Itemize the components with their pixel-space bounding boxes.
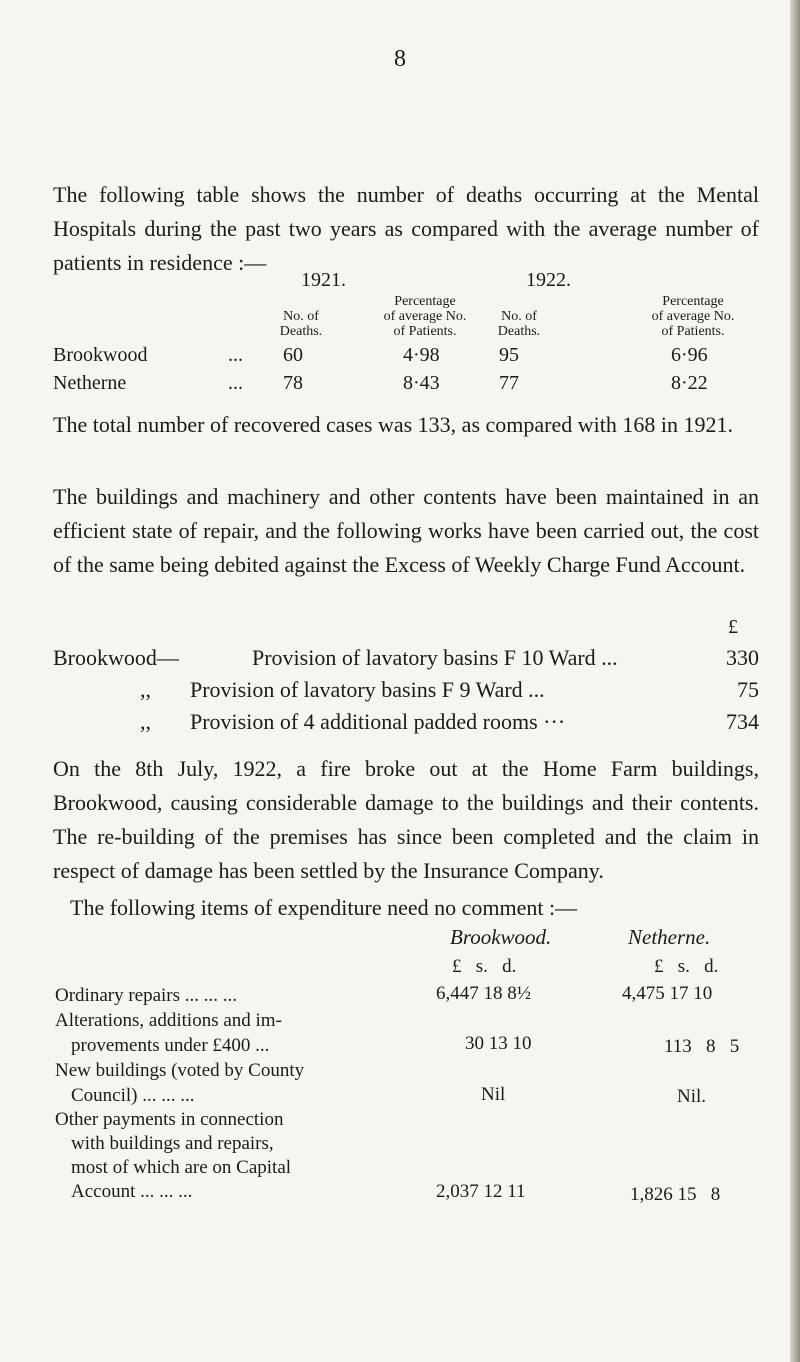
percent-1921-value: 4·98 <box>403 344 440 366</box>
fire-paragraph: On the 8th July, 1922, a fire broke out at the Home Farm buildings, Brookwood, causing considerable damage to the buildings and their contents. The re-building of the premises has since been completed and the claim in respect of damage has been settled by the Insurance Company. <box>53 756 759 883</box>
expenditure-item-label: Other payments in connection with buildings and repairs, most of which are on Capital Account ... ... ... <box>55 1109 292 1202</box>
works-amount: 75 <box>737 677 759 702</box>
page-number: 8 <box>394 46 406 72</box>
col-netherne-heading: Netherne. <box>628 925 711 949</box>
row-name: Brookwood <box>53 344 148 366</box>
works-place: ,, <box>140 677 151 702</box>
deaths-1921-value: 78 <box>283 372 303 394</box>
year-1921-heading: 1921. <box>301 269 346 291</box>
leader-dots: ... <box>228 344 243 366</box>
col-deaths-1921-header: No. of Deaths. <box>279 309 323 339</box>
percent-1921-value: 8·43 <box>403 372 440 394</box>
netherne-amount: 1,826 15 8 <box>630 1184 721 1205</box>
brookwood-amount: 6,447 18 8½ <box>436 983 531 1004</box>
col-percent-1921-header: Percentage of average No. of Patients. <box>383 294 467 339</box>
brookwood-amount: 2,037 12 11 <box>436 1181 526 1202</box>
year-1922-heading: 1922. <box>526 269 571 291</box>
currency-heading: £ <box>728 616 738 638</box>
leader-dots: ... <box>228 372 243 394</box>
intro-paragraph: The following table shows the number of deaths occurring at the Mental Hospitals during the past two years as compared with the average number of patients in residence :— <box>53 182 759 275</box>
percent-1922-value: 6·96 <box>671 344 708 366</box>
netherne-amount: Nil. <box>677 1086 707 1107</box>
works-description: Provision of 4 additional padded rooms ··· <box>190 709 566 734</box>
expenditure-item-label: Alterations, additions and im- provements under £400 ... <box>55 1010 282 1056</box>
works-place: ,, <box>140 709 151 734</box>
deaths-1922-value: 77 <box>499 372 519 394</box>
works-description: Provision of lavatory basins F 10 Ward ... <box>252 645 618 670</box>
expenditure-item-label: New buildings (voted by County Council) ... ... ... <box>55 1060 305 1106</box>
expenditure-intro: The following items of expenditure need no comment :— <box>70 895 578 920</box>
deaths-1922-value: 95 <box>499 344 519 366</box>
works-description: Provision of lavatory basins F 9 Ward ... <box>190 677 545 702</box>
works-place: Brookwood— <box>53 645 179 670</box>
units-netherne: £ s. d. <box>654 956 719 977</box>
col-percent-1922-header: Percentage of average No. of Patients. <box>651 294 735 339</box>
col-deaths-1922-header: No. of Deaths. <box>497 309 541 339</box>
buildings-paragraph: The buildings and machinery and other contents have been maintained in an efficient state of repair, and the following works have been carried out, the cost of the same being debited against the Excess of Weekly Charge Fund Account. <box>53 484 759 577</box>
deaths-1921-value: 60 <box>283 344 303 366</box>
brookwood-amount: 30 13 10 <box>465 1033 532 1054</box>
row-name: Netherne <box>53 372 127 394</box>
page-edge-shadow <box>790 0 800 1362</box>
brookwood-amount: Nil <box>481 1084 506 1105</box>
works-amount: 330 <box>726 645 759 670</box>
netherne-amount: 113 8 5 <box>664 1036 740 1057</box>
netherne-amount: 4,475 17 10 <box>622 983 713 1004</box>
percent-1922-value: 8·22 <box>671 372 708 394</box>
col-brookwood-heading: Brookwood. <box>450 925 552 949</box>
works-amount: 734 <box>726 709 759 734</box>
units-brookwood: £ s. d. <box>452 956 517 977</box>
expenditure-item-label: Ordinary repairs ... ... ... <box>55 985 238 1006</box>
recovered-paragraph: The total number of recovered cases was 133, as compared with 168 in 1921. <box>53 412 733 437</box>
